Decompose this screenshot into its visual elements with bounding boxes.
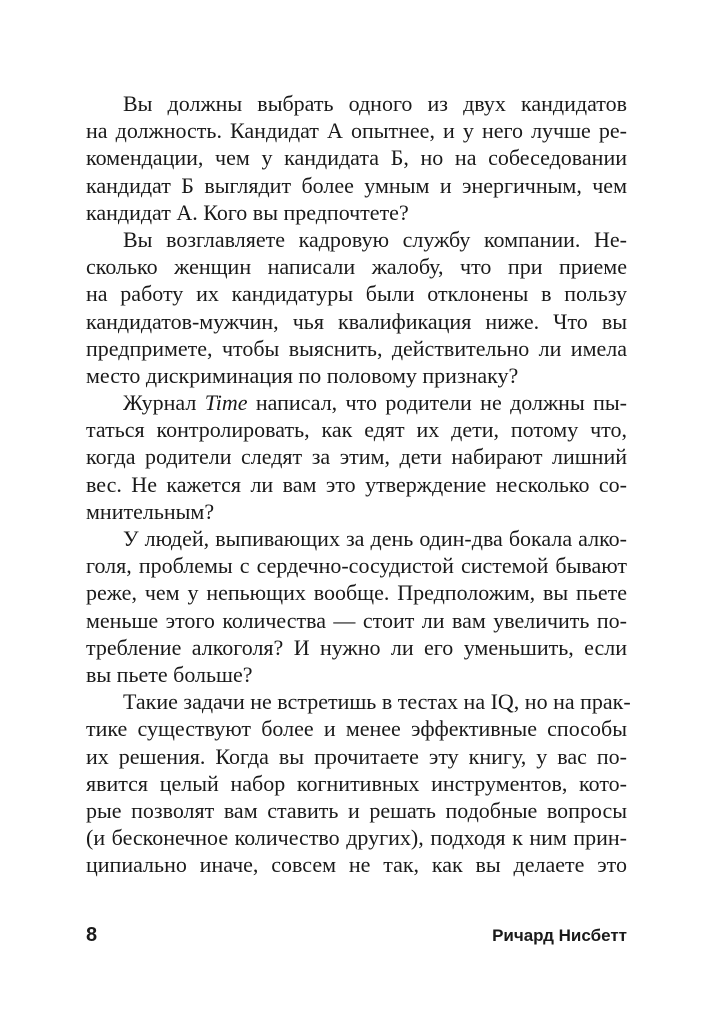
text-line: Вы должны выбрать одного из двух кандидатов — [123, 91, 627, 116]
text-line — [86, 389, 627, 416]
text-line: мнительным? — [86, 498, 215, 524]
paragraph-candidates — [86, 90, 627, 226]
text-line: требление алкоголя? И нужно ли его уменьшить, если — [86, 634, 627, 660]
text-line: кандидатов-мужчин, чья квалификация ниже. Что вы — [86, 308, 627, 334]
text-line: предпримете, чтобы выяснить, действительно ли имела — [86, 335, 627, 361]
paragraph-alcohol — [86, 525, 627, 688]
magazine-title: Time — [204, 390, 248, 416]
text-line: голя, проблемы с сердечно-сосудистой системой бывают — [86, 553, 627, 579]
text-segment: Журнал — [123, 390, 205, 416]
text-line: место дискриминация по половому признаку? — [86, 362, 519, 388]
text-line: тике существуют более и менее эффективные способы — [86, 716, 627, 742]
text-line: рые позволят вам ставить и решать подобные вопросы — [86, 797, 627, 823]
page-number: 8 — [86, 924, 98, 946]
text-line: (и бесконечное количество других), подходя к ним прин- — [86, 825, 627, 851]
text-line: когда родители следят за этим, дети набирают лишний — [86, 444, 627, 470]
text-line: их решения. Когда вы прочитаете эту книгу, у вас по- — [86, 743, 627, 769]
text-line: на должность. Кандидат А опытнее, и у него лучше ре- — [86, 118, 627, 144]
text-line: явится целый набор когнитивных инструментов, кото- — [86, 770, 627, 796]
paragraph-time-magazine — [86, 389, 627, 525]
text-line: вес. Не кажется ли вам это утверждение несколько со- — [86, 471, 627, 497]
text-line: Вы возглавляете кадровую службу компании. Не- — [123, 226, 627, 252]
paragraph-hr-service — [86, 226, 627, 389]
page-footer — [86, 924, 627, 954]
text-line: таться контролировать, как едят их дети, потому что, — [86, 417, 627, 443]
text-line: реже, чем у непьющих вообще. Предположим, вы пьете — [86, 580, 627, 606]
body-text — [86, 90, 631, 878]
text-line: кандидат А. Кого вы предпочтете? — [86, 199, 409, 225]
text-line: кандидат Б выглядит более умным и энергичным, чем — [86, 172, 627, 198]
paragraph-iq-tasks — [86, 688, 631, 878]
text-line: вы пьете больше? — [86, 661, 253, 687]
text-segment: написал, что родители не должны пы- — [247, 390, 627, 416]
text-line: сколько женщин написали жалобу, что при приеме — [86, 254, 627, 280]
text-line: ципиально иначе, совсем не так, как вы делаете это — [86, 852, 627, 878]
text-line: У людей, выпивающих за день один-два бокала алко- — [123, 526, 627, 551]
text-line: меньше этого количества — стоит ли вам увеличить по- — [86, 607, 627, 633]
text-line: комендации, чем у кандидата Б, но на собеседовании — [86, 145, 627, 171]
text-line: на работу их кандидатуры были отклонены в пользу — [86, 281, 627, 307]
text-line: Такие задачи не встретишь в тестах на IQ, но на прак- — [123, 689, 631, 715]
author-name: Ричард Нисбетт — [492, 926, 627, 945]
